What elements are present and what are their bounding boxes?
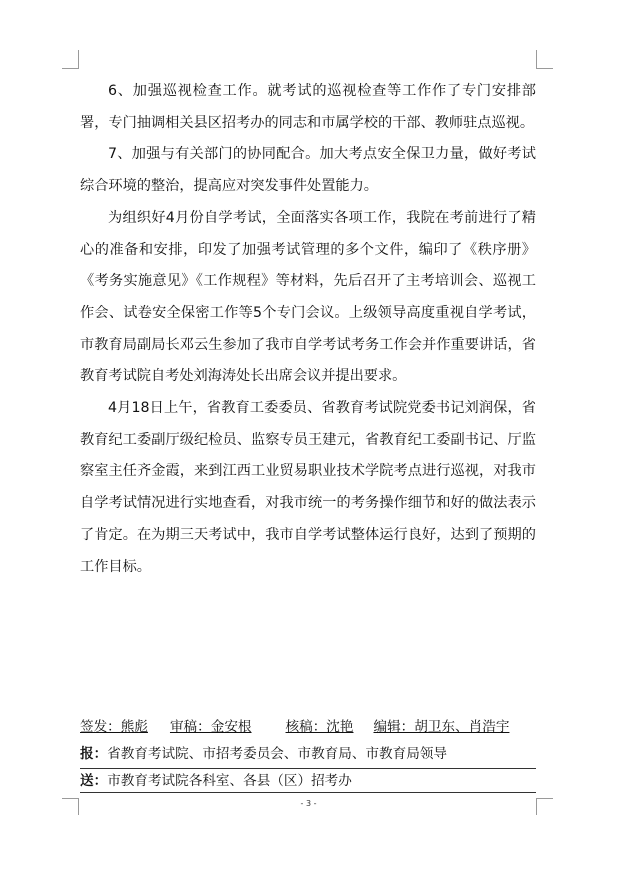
crop-mark-top-right	[536, 50, 553, 69]
send-line	[80, 771, 536, 793]
paragraph-inspection: 6、加强巡视检查工作。就考试的巡视检查等工作作了专门安排部署，专门抽调相关县区招考办的同志和市属学校的干部、教师驻点巡视。	[80, 83, 536, 131]
paragraph-visit: 4月18日上午，省教育工委委员、省教育考试院党委书记刘润保，省教育纪工委副厅级纪检员、监察专员王建元，省教育纪工委副书记、厅监察室主任齐金霞，来到江西工业贸易职业技术学院考点进行巡视，对我市自学考试情况进行实地查看，对我市统一的考务操作细节和好的做法表示了肯定。在为期三天考试中，我市自学考试整体运行良好，达到了预期的工作目标。	[80, 400, 536, 575]
report-recipients: 省教育考试院、市招考委员会、市教育局、市教育局领导	[107, 746, 448, 762]
send-recipients: 市教育考试院各科室、各县（区）招考办	[107, 773, 352, 789]
crop-mark-top-left	[62, 50, 79, 69]
signoff-issuer: 签发：熊彪	[80, 719, 148, 735]
signoff-editor: 编辑：胡卫东、肖浩宇	[373, 719, 510, 735]
report-line	[80, 744, 536, 769]
paragraph-coordination: 7、加强与有关部门的协同配合。加大考点安全保卫力量，做好考试综合环境的整治，提高应对突发事件处置能力。	[80, 146, 536, 195]
signoff-reviewer: 审稿：金安根	[169, 719, 252, 735]
signoff-verifier: 核稿：沈艳	[285, 719, 354, 735]
signoff-line	[80, 717, 536, 737]
send-label: 送：	[80, 773, 108, 789]
document-body	[80, 76, 536, 583]
page-number: - 3 -	[300, 799, 317, 808]
paragraph-preparation: 为组织好4月份自学考试，全面落实各项工作，我院在考前进行了精心的准备和安排，印发了加强考试管理的多个文件，编印了《秩序册》《考务实施意见》《工作规程》等材料，先后召开了主考培训会、巡视工作会、试卷安全保密工作等5个专门会议。上级领导高度重视自学考试，市教育局副局长邓云生参加了我市自学考试考务工作会并作重要讲话，省教育考试院自考处刘海涛处长出席会议并提出要求。	[80, 209, 536, 385]
report-label: 报：	[80, 746, 108, 762]
